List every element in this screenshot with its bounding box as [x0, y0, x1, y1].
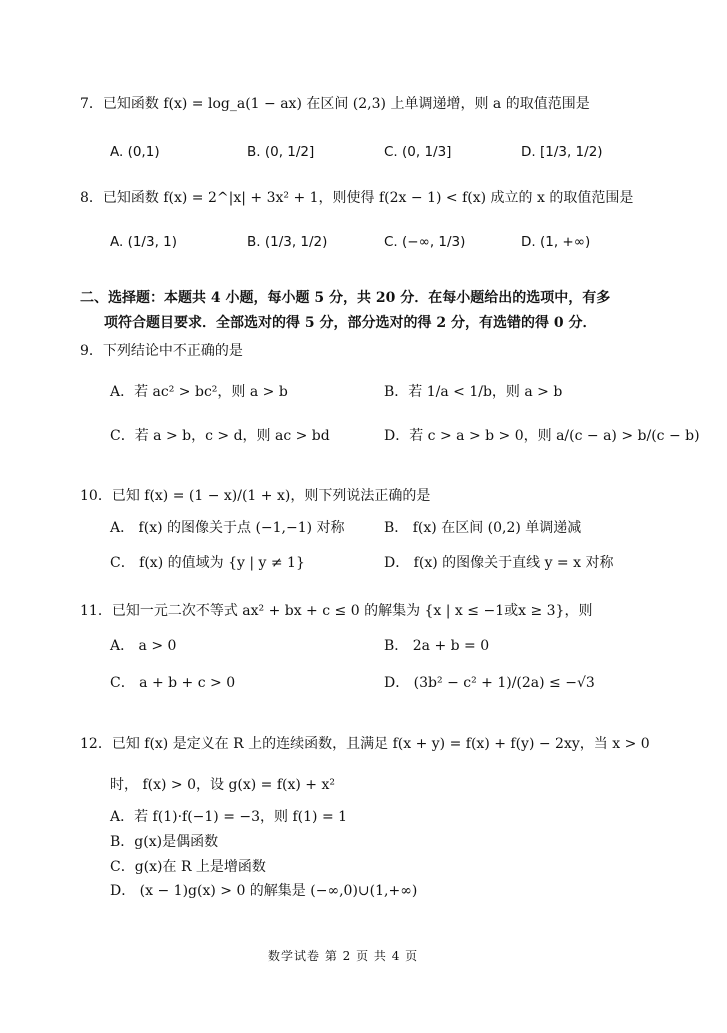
- q10-stem: 10．已知 f(x) = (1 − x)/(1 + x)，则下列说法正确的是: [80, 488, 431, 504]
- q9-option-a: A．若 ac² > bc²，则 a > b: [110, 384, 288, 400]
- q12-stem-line1: 12．已知 f(x) 是定义在 R 上的连续函数，且满足 f(x + y) = f(x) + f(y) − 2xy，当 x > 0: [80, 736, 650, 752]
- q11-option-c: C． a + b + c > 0: [110, 675, 236, 691]
- q11-option-b: B． 2a + b = 0: [384, 638, 490, 654]
- page-footer: 数学试卷 第 2 页 共 4 页: [268, 949, 419, 963]
- q8-stem: 8．已知函数 f(x) = 2^|x| + 3x² + 1，则使得 f(2x − 1) < f(x) 成立的 x 的取值范围是: [80, 190, 634, 206]
- q11-option-a: A． a > 0: [110, 638, 177, 654]
- q12-stem-line2: 时， f(x) > 0，设 g(x) = f(x) + x²: [110, 777, 335, 793]
- q12-option-c: C．g(x)在 R 上是增函数: [110, 859, 266, 875]
- q9-option-d: D．若 c > a > b > 0，则 a/(c − a) > b/(c − b): [384, 428, 700, 444]
- q10-option-a: A． f(x) 的图像关于点 (−1,−1) 对称: [110, 520, 345, 536]
- q7-option-b: B. (0, 1/2]: [247, 144, 315, 160]
- q12-option-b: B．g(x)是偶函数: [110, 834, 219, 850]
- q8-option-d: D. (1, +∞): [521, 234, 591, 250]
- q8-option-c: C. (−∞, 1/3): [384, 234, 466, 250]
- q10-option-d: D． f(x) 的图像关于直线 y = x 对称: [384, 555, 614, 571]
- q7-option-d: D. [1/3, 1/2): [521, 144, 603, 160]
- q10-option-b: B． f(x) 在区间 (0,2) 单调递减: [384, 520, 582, 536]
- q9-option-c: C．若 a > b，c > d，则 ac > bd: [110, 428, 330, 444]
- q11-stem: 11．已知一元二次不等式 ax² + bx + c ≤ 0 的解集为 {x | x ≤ −1或x ≥ 3}，则: [80, 603, 593, 619]
- q12-option-d: D． (x − 1)g(x) > 0 的解集是 (−∞,0)∪(1,+∞): [110, 883, 418, 899]
- q8-option-a: A. (1/3, 1): [110, 234, 178, 250]
- q8-option-b: B. (1/3, 1/2): [247, 234, 328, 250]
- q7-option-a: A. (0,1): [110, 144, 160, 160]
- section-2-heading: 二、选择题：本题共 4 小题，每小题 5 分，共 20 分．在每小题给出的选项中，有多: [80, 290, 611, 306]
- q12-option-a: A．若 f(1)·f(−1) = −3，则 f(1) = 1: [110, 809, 348, 825]
- q7-stem: 7．已知函数 f(x) = log_a(1 − ax) 在区间 (2,3) 上单调递增，则 a 的取值范围是: [80, 96, 590, 112]
- q11-option-d: D． (3b² − c² + 1)/(2a) ≤ −√3: [384, 675, 595, 691]
- q9-stem: 9．下列结论中不正确的是: [80, 343, 243, 359]
- q7-option-c: C. (0, 1/3]: [384, 144, 452, 160]
- q10-option-c: C． f(x) 的值域为 {y | y ≠ 1}: [110, 555, 305, 571]
- q9-option-b: B．若 1/a < 1/b，则 a > b: [384, 384, 563, 400]
- section-2-instructions: 项符合题目要求．全部选对的得 5 分，部分选对的得 2 分，有选错的得 0 分．: [104, 315, 597, 331]
